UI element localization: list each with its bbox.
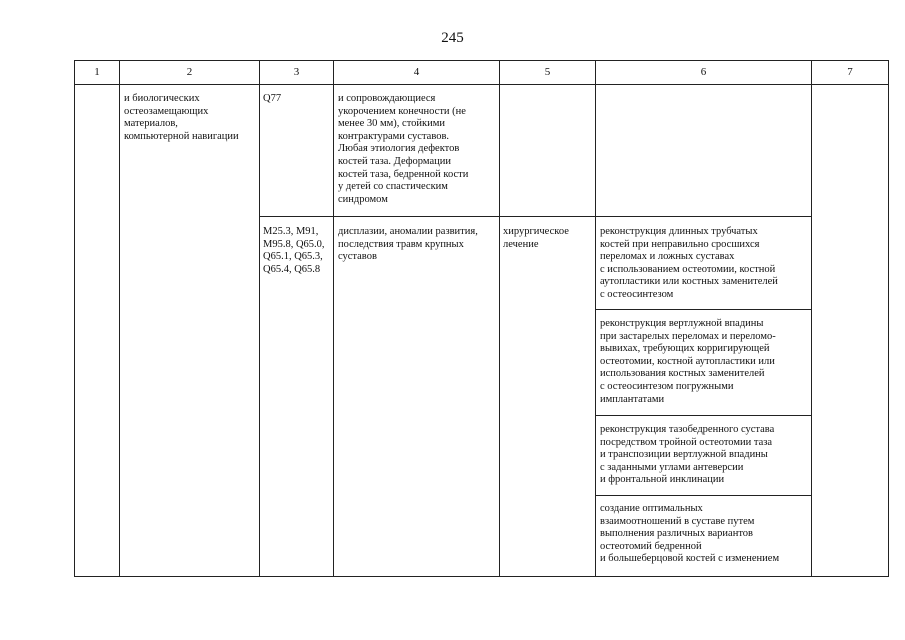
col-border-4: [499, 60, 500, 577]
row2-method-2: реконструкция вертлужной впадины при застарелых переломах и переломо- вывихах, требующих корригирующей остеотомии, костной аутопластики или использования костных заменителей с остеосинтезом погружными имплантатами: [600, 318, 776, 405]
col-border-0: [74, 60, 75, 577]
row2-condition: дисплазии, аномалии развития, последствия травм крупных суставов: [338, 226, 478, 263]
row1-method-text: и биологических остеозамещающих материалов, компьютерной навигации: [124, 93, 239, 142]
header-bottom-border: [74, 84, 888, 85]
col6-divider-1: [595, 309, 811, 310]
page-number: 245: [441, 30, 464, 46]
header-col-2: 2: [186, 66, 193, 78]
col-border-2: [259, 60, 260, 577]
row2-method-1: реконструкция длинных трубчатых костей при неправильно сросшихся переломах и ложных суставах с использованием остеотомии, костной аутопластики или костных заменителей с остеосинтезом: [600, 226, 778, 300]
col-border-7: [888, 60, 889, 577]
row2-icd-codes: M25.3, M91, M95.8, Q65.0, Q65.1, Q65.3, Q65.4, Q65.8: [263, 226, 325, 275]
header-col-6: 6: [700, 66, 707, 78]
col6-divider-2: [595, 415, 811, 416]
header-col-5: 5: [544, 66, 551, 78]
col-border-5: [595, 60, 596, 577]
table-bottom-border: [74, 576, 888, 577]
row1-condition: и сопровождающиеся укорочением конечности (не менее 30 мм), стойкими контрактурами суставов. Любая этиология дефектов костей таза. Деформации костей таза, бедренной кости у детей со спастическим синдромом: [338, 93, 469, 205]
row2-method-3: реконструкция тазобедренного сустава посредством тройной остеотомии таза и транспозиции вертлужной впадины с заданными углами антеверсии и фронтальной инклинации: [600, 424, 775, 486]
row2-method-4: создание оптимальных взаимоотношений в суставе путем выполнения различных вариантов остеотомий бедренной и большеберцовой костей с изменением: [600, 503, 780, 565]
header-col-4: 4: [413, 66, 420, 78]
col-border-6: [811, 60, 812, 577]
row2-treatment-type: хирургическое лечение: [503, 226, 569, 250]
row1-icd-codes: Q77: [263, 93, 282, 104]
row1-bottom-border: [259, 216, 811, 217]
header-col-3: 3: [293, 66, 300, 78]
col-border-3: [333, 60, 334, 577]
header-col-1: 1: [94, 66, 100, 78]
col-border-1: [119, 60, 120, 577]
header-col-7: 7: [847, 66, 853, 78]
col6-divider-3: [595, 495, 811, 496]
table-top-border: [74, 60, 888, 61]
